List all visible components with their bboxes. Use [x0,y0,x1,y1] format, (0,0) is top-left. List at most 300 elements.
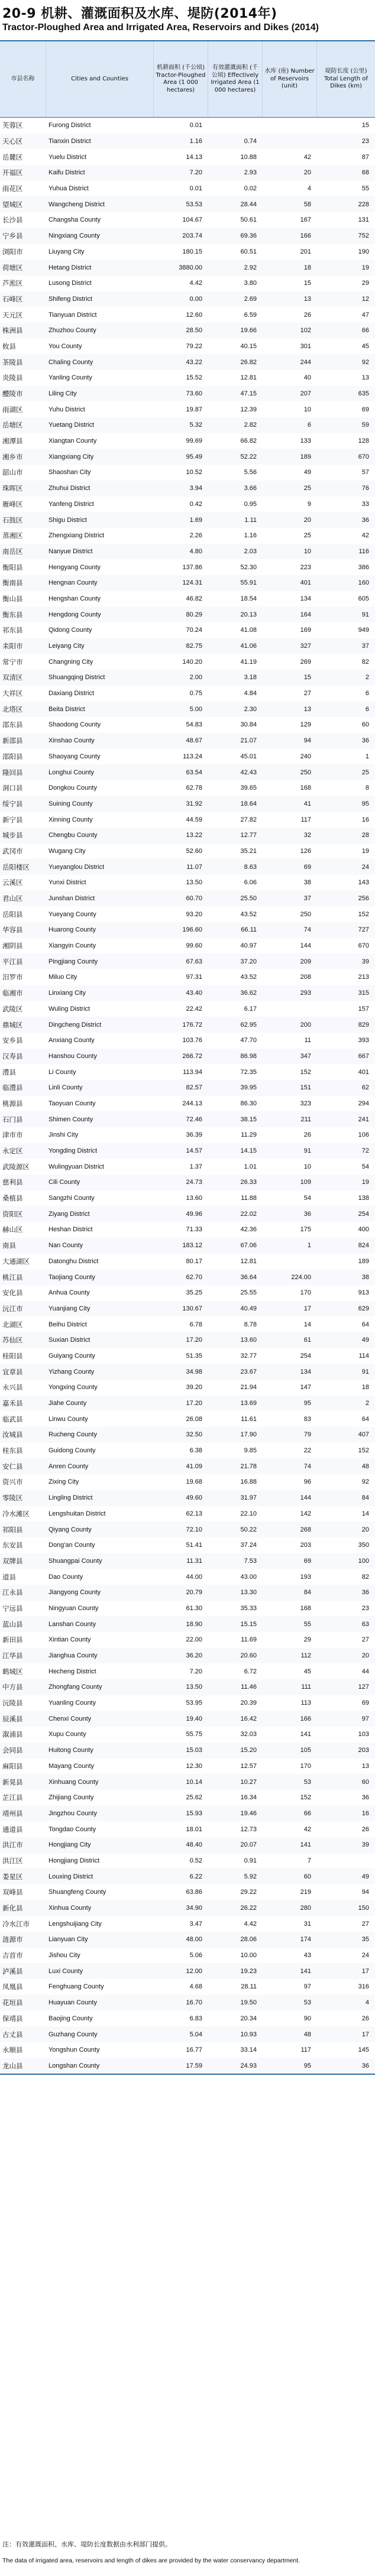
cell-dikes: 49 [361,1336,369,1344]
cell-irrigated: 41.08 [240,627,257,634]
table-row [0,1285,375,1301]
cell-name-en: Luxi County [49,1967,83,1975]
cell-dikes: 18 [361,1384,369,1391]
cell-name-cn: 零陵区 [2,1494,23,1503]
cell-name-en: Dongkou County [49,784,97,792]
cell-irrigated: 19.23 [240,1967,257,1975]
cell-irrigated: 67.06 [240,1242,257,1250]
cell-tractor-ploughed: 15.03 [186,1747,202,1754]
cell-name-en: Datonghu District [49,1257,99,1265]
cell-tractor-ploughed: 53.53 [186,200,202,208]
cell-irrigated: 42.36 [240,1226,257,1234]
cell-tractor-ploughed: 80.17 [186,1257,202,1265]
cell-tractor-ploughed: 113.24 [183,752,202,760]
cell-name-cn: 君山区 [2,894,23,903]
table-row [0,686,375,702]
cell-name-cn: 东安县 [2,1541,23,1550]
table-row [0,1506,375,1522]
cell-name-en: Xiangxiang City [49,453,94,460]
cell-irrigated: 6.17 [244,1005,257,1013]
cell-tractor-ploughed: 103.76 [182,1037,202,1044]
table-row [0,417,375,433]
cell-tractor-ploughed: 5.32 [189,421,202,429]
table-row [0,1111,375,1127]
cell-name-en: Beihu District [49,1321,87,1328]
cell-tractor-ploughed: 44.59 [186,816,202,823]
cell-name-cn: 石门县 [2,1115,23,1124]
cell-name-en: Shigu District [49,516,87,524]
cell-name-en: Yuanjiang City [49,1305,90,1312]
cell-tractor-ploughed: 62.78 [186,784,202,792]
cell-name-cn: 赫山区 [2,1225,23,1234]
table-row [0,1064,375,1080]
cell-dikes: 13 [361,374,369,382]
cell-dikes: 62 [361,1084,369,1092]
cell-name-en: Tongdao County [49,1825,96,1833]
cell-name-en: Zhuzhou County [49,327,96,335]
table-row [0,291,375,307]
cell-name-cn: 隆回县 [2,768,23,777]
table-row [0,875,375,891]
table-row [0,1774,375,1790]
cell-reservoirs: 126 [300,847,311,855]
cell-name-cn: 鹤城区 [2,1667,23,1676]
cell-dikes: 8 [365,784,369,792]
cell-name-en: Zhongfang County [49,1683,102,1691]
cell-tractor-ploughed: 36.20 [186,1652,202,1660]
cell-irrigated: 5.56 [244,469,257,476]
cell-reservoirs: 301 [300,342,311,350]
cell-tractor-ploughed: 22.42 [186,1005,202,1013]
cell-tractor-ploughed: 63.86 [186,1889,202,1896]
cell-name-cn: 蒸湘区 [2,531,23,540]
cell-irrigated: 2.69 [244,295,257,303]
cell-reservoirs: 102 [300,327,311,335]
cell-name-cn: 天元区 [2,310,23,319]
cell-reservoirs: 96 [303,1478,311,1486]
cell-name-en: Liling City [49,390,77,398]
cell-irrigated: 33.14 [240,2046,257,2054]
cell-tractor-ploughed: 55.75 [186,1731,202,1738]
cell-reservoirs: 189 [300,453,311,460]
cell-irrigated: 32.03 [240,1731,257,1738]
cell-name-en: You County [49,342,82,350]
cell-tractor-ploughed: 62.13 [186,1510,202,1517]
cell-name-en: Linxiang City [49,989,86,997]
cell-irrigated: 10.00 [240,1952,257,1959]
table-row [0,1238,375,1254]
cell-name-en: Taoyuan County [49,1099,96,1107]
cell-name-cn: 新宁县 [2,815,23,824]
cell-reservoirs: 117 [300,2046,311,2054]
cell-reservoirs: 43 [303,1952,311,1959]
cell-name-en: Hengshan County [49,595,101,602]
cell-name-cn: 桂东县 [2,1446,23,1455]
cell-name-cn: 会同县 [2,1746,23,1755]
cell-irrigated: 20.34 [240,2014,257,2022]
cell-name-cn: 龙山县 [2,2061,23,2070]
cell-dikes: 91 [361,1368,369,1375]
cell-reservoirs: 42 [303,1825,311,1833]
cell-tractor-ploughed: 62.70 [186,1273,202,1281]
cell-reservoirs: 10 [303,547,311,555]
cell-irrigated: 3.66 [244,485,257,492]
cell-tractor-ploughed: 22.00 [186,1636,202,1644]
cell-tractor-ploughed: 0.42 [189,500,202,508]
cell-irrigated: 39.65 [240,784,257,792]
cell-tractor-ploughed: 266.72 [182,1052,202,1060]
cell-irrigated: 40.49 [240,1305,257,1312]
cell-name-en: Shaoyang County [49,752,101,760]
cell-name-en: Lusong District [49,280,92,287]
cell-name-en: Anhua County [49,1289,90,1297]
cell-irrigated: 31.97 [240,1494,257,1502]
cell-irrigated: 27.82 [240,816,257,823]
cell-tractor-ploughed: 54.83 [186,721,202,729]
cell-name-cn: 鼎城区 [2,1020,23,1029]
cell-name-cn: 武冈市 [2,846,23,855]
cell-tractor-ploughed: 72.10 [186,1526,202,1533]
cell-dikes: 36 [361,2062,369,2069]
cell-reservoirs: 240 [300,752,311,760]
cell-name-cn: 汉寿县 [2,1052,23,1060]
cell-reservoirs: 168 [300,784,311,792]
cell-tractor-ploughed: 14.57 [186,1147,202,1155]
table-row [0,1916,375,1932]
cell-reservoirs: 134 [300,595,311,602]
table-row [0,985,375,1001]
cell-name-cn: 衡东县 [2,610,23,619]
cell-name-en: Jiangyong County [49,1589,101,1597]
cell-tractor-ploughed: 13.22 [186,832,202,839]
cell-name-cn: 茶陵县 [2,358,23,366]
cell-name-cn: 娄星区 [2,1872,23,1881]
cell-name-cn: 华容县 [2,926,23,935]
cell-dikes: 138 [358,1195,369,1202]
table-row [0,275,375,291]
data-table [0,40,375,2075]
cell-irrigated: 69.36 [240,232,257,240]
cell-dikes: 54 [361,1163,369,1170]
cell-name-en: Guidong County [49,1447,96,1455]
cell-name-en: Shaoshan City [49,469,91,476]
cell-irrigated: 55.91 [240,579,257,587]
cell-reservoirs: 40 [303,374,311,382]
cell-name-en: Baojing County [49,2014,93,2022]
cell-reservoirs: 167 [300,216,311,224]
cell-name-en: Chaling County [49,358,93,366]
cell-reservoirs: 55 [303,1620,311,1628]
cell-irrigated: 4.42 [244,1920,257,1928]
table-row [0,1727,375,1743]
cell-reservoirs: 31 [303,1920,311,1928]
cell-irrigated: 42.43 [240,768,257,776]
cell-name-en: Anxiang County [49,1037,95,1044]
table-row [0,401,375,417]
cell-name-cn: 麻阳县 [2,1761,23,1770]
cell-irrigated: 2.82 [244,421,257,429]
cell-tractor-ploughed: 6.38 [189,1447,202,1455]
table-row [0,1159,375,1175]
cell-name-en: Kaifu District [49,169,85,177]
table-row [0,654,375,670]
cell-tractor-ploughed: 48.67 [186,737,202,745]
cell-reservoirs: 174 [300,1936,311,1944]
cell-dikes: 127 [358,1683,369,1691]
cell-name-cn: 洪江区 [2,1856,23,1865]
cell-irrigated: 66.11 [241,926,257,934]
table-row [0,1806,375,1822]
cell-dikes: 189 [358,1257,369,1265]
cell-tractor-ploughed: 25.62 [186,1794,202,1802]
cell-dikes: 19 [361,847,369,855]
table-row [0,1585,375,1601]
cell-dikes: 17 [361,2030,369,2038]
cell-tractor-ploughed: 0.75 [189,690,202,697]
cell-reservoirs: 14 [303,1321,311,1328]
cell-name-en: Fenghuang County [49,1983,104,1991]
cell-dikes: 69 [361,405,369,413]
cell-reservoirs: 25 [303,485,311,492]
cell-name-en: Furong District [49,122,91,129]
cell-irrigated: 23.67 [240,1368,257,1375]
cell-name-cn: 开福区 [2,168,23,177]
table-row [0,212,375,228]
cell-reservoirs: 41 [303,800,311,807]
cell-name-cn: 中方县 [2,1683,23,1692]
cell-name-en: Shimen County [49,1115,93,1123]
cell-reservoirs: 401 [300,579,311,587]
cell-dikes: 20 [361,1652,369,1660]
table-row [0,1537,375,1553]
cell-name-cn: 耒阳市 [2,642,23,651]
cell-irrigated: 21.07 [240,737,257,745]
cell-reservoirs: 1 [307,1242,311,1250]
cell-reservoirs: 200 [300,1021,311,1029]
cell-dikes: 667 [358,1052,369,1060]
cell-name-en: Huayuan County [49,1999,97,2007]
cell-tractor-ploughed: 0.01 [189,185,202,193]
table-row [0,323,375,339]
cell-tractor-ploughed: 99.69 [186,437,202,445]
cell-irrigated: 2.92 [244,264,257,271]
cell-name-en: Shuangpai County [49,1557,102,1565]
cell-irrigated: 50.61 [240,216,257,224]
cell-dikes: 82 [361,658,369,666]
cell-dikes: 14 [361,1510,369,1517]
table-row [0,1868,375,1884]
table-row [0,544,375,560]
cell-name-en: Beita District [49,705,85,713]
cell-name-en: Yanfeng District [49,500,94,508]
table-row [0,1380,375,1396]
cell-name-cn: 株洲县 [2,326,23,335]
cell-name-en: Jianghua County [49,1652,98,1660]
cell-irrigated: 12.81 [240,1257,257,1265]
cell-dikes: 131 [358,216,369,224]
cell-tractor-ploughed: 5.06 [189,1952,202,1959]
cell-name-en: Yueyanglou District [49,863,105,871]
table-row [0,2026,375,2042]
cell-tractor-ploughed: 1.69 [189,516,202,524]
cell-reservoirs: 170 [300,1762,311,1770]
cell-dikes: 23 [361,138,369,145]
cell-name-en: Xiangyin County [49,942,96,950]
cell-dikes: 400 [358,1226,369,1234]
cell-name-en: Xupu County [49,1731,86,1738]
cell-name-cn: 城步县 [2,831,23,840]
cell-name-en: Miluo City [49,974,77,981]
cell-dikes: 25 [361,768,369,776]
cell-tractor-ploughed: 93.20 [186,910,202,918]
cell-name-en: Qidong County [49,627,92,634]
cell-name-cn: 桑植县 [2,1194,23,1203]
cell-irrigated: 41.06 [240,643,257,650]
table-row [0,1963,375,1979]
cell-name-cn: 沅陵县 [2,1699,23,1708]
cell-irrigated: 1.16 [244,532,257,540]
cell-name-cn: 通道县 [2,1825,23,1834]
cell-dikes: 69 [361,1699,369,1707]
cell-dikes: 36 [361,1589,369,1597]
cell-name-cn: 临湘市 [2,989,23,998]
cell-name-cn: 北湖区 [2,1320,23,1329]
table-row [0,938,375,954]
cell-dikes: 143 [358,879,369,887]
cell-dikes: 350 [358,1542,369,1549]
cell-reservoirs: 97 [303,1983,311,1991]
cell-irrigated: 3.18 [244,674,257,682]
cell-irrigated: 8.63 [244,863,257,871]
table-row [0,1663,375,1679]
cell-name-en: Ziyang District [49,1210,90,1218]
cell-tractor-ploughed: 73.60 [186,390,202,398]
table-row [0,796,375,812]
cell-irrigated: 52.22 [240,453,257,460]
cell-name-en: Jingzhou County [49,1809,97,1817]
cell-dikes: 407 [358,1431,369,1439]
cell-reservoirs: 323 [300,1099,311,1107]
cell-name-cn: 汨罗市 [2,973,23,982]
cell-tractor-ploughed: 52.60 [186,847,202,855]
cell-irrigated: 28.44 [240,200,257,208]
cell-tractor-ploughed: 82.57 [186,1084,202,1092]
cell-dikes: 49 [361,1873,369,1880]
table-row [0,953,375,969]
cell-name-en: Yuanling County [49,1699,96,1707]
cell-name-en: Hanshou County [49,1052,97,1060]
cell-reservoirs: 112 [300,1652,311,1660]
cell-irrigated: 6.59 [244,311,257,319]
table-row [0,1411,375,1427]
cell-tractor-ploughed: 16.77 [186,2046,202,2054]
cell-name-cn: 永顺县 [2,2046,23,2055]
cell-name-cn: 祁阳县 [2,1525,23,1534]
cell-name-cn: 大通湖区 [2,1257,30,1266]
cell-dikes: 635 [358,390,369,398]
header-irrigated: 有效灌溉面积 (千公顷) Effectively Irrigated Area (1 000 hectares) [208,41,263,117]
cell-reservoirs: 254 [300,1352,311,1360]
cell-name-cn: 芷江县 [2,1793,23,1802]
cell-name-cn: 慈利县 [2,1178,23,1187]
cell-dikes: 76 [361,485,369,492]
cell-name-en: Nanyue District [49,547,93,555]
cell-irrigated: 0.91 [244,1857,257,1864]
cell-reservoirs: 17 [303,1305,311,1312]
cell-name-en: Ningxiang County [49,232,100,240]
cell-name-cn: 桃源县 [2,1099,23,1108]
cell-tractor-ploughed: 0.01 [189,122,202,129]
cell-dikes: 64 [361,1415,369,1423]
cell-tractor-ploughed: 12.60 [186,311,202,319]
cell-name-en: Yongding District [49,1147,98,1155]
table-row [0,118,375,134]
table-row [0,1490,375,1506]
cell-dikes: 16 [361,1809,369,1817]
table-row [0,1616,375,1632]
cell-dikes: 27 [361,1636,369,1644]
cell-name-cn: 靖州县 [2,1809,23,1818]
cell-name-en: Lingling District [49,1494,93,1502]
cell-reservoirs: 13 [303,295,311,303]
table-row [0,1853,375,1869]
cell-tractor-ploughed: 41.09 [186,1462,202,1470]
cell-tractor-ploughed: 5.04 [189,2030,202,2038]
cell-name-cn: 武陵区 [2,1004,23,1013]
cell-dikes: 33 [361,500,369,508]
table-row [0,2011,375,2027]
cell-name-cn: 攸县 [2,342,16,351]
cell-tractor-ploughed: 72.46 [186,1115,202,1123]
cell-dikes: 213 [358,974,369,981]
cell-irrigated: 13.30 [240,1589,257,1597]
header-name-cn: 市县名称 [0,41,46,117]
cell-reservoirs: 208 [300,974,311,981]
table-row [0,449,375,465]
cell-reservoirs: 27 [303,690,311,697]
cell-dikes: 670 [358,453,369,460]
cell-dikes: 100 [358,1557,369,1565]
cell-irrigated: 45.01 [240,752,257,760]
table-row [0,733,375,749]
cell-dikes: 727 [358,926,369,934]
cell-dikes: 228 [358,200,369,208]
cell-name-en: Xiangtan County [49,437,97,445]
cell-dikes: 38 [361,1273,369,1281]
cell-tractor-ploughed: 36.39 [186,1131,202,1139]
table-row [0,717,375,733]
cell-tractor-ploughed: 49.60 [186,1494,202,1502]
footnote-en: The data of irrigated area, reservoirs and length of dikes are provided by the water conservancy department. [2,2557,300,2564]
cell-reservoirs: 133 [300,437,311,445]
cell-irrigated: 2.93 [244,169,257,177]
cell-dikes: 68 [361,169,369,177]
cell-irrigated: 14.15 [240,1147,257,1155]
table-row [0,749,375,765]
cell-tractor-ploughed: 63.54 [186,768,202,776]
cell-reservoirs: 61 [303,1336,311,1344]
cell-dikes: 42 [361,532,369,540]
table-row [0,1553,375,1569]
cell-irrigated: 10.88 [240,153,257,161]
cell-reservoirs: 129 [300,721,311,729]
cell-name-en: Shuangfeng County [49,1889,106,1896]
cell-irrigated: 12.81 [240,374,257,382]
cell-irrigated: 47.15 [240,390,257,398]
cell-name-cn: 衡山县 [2,594,23,603]
table-row [0,859,375,875]
cell-tractor-ploughed: 1.37 [189,1163,202,1170]
